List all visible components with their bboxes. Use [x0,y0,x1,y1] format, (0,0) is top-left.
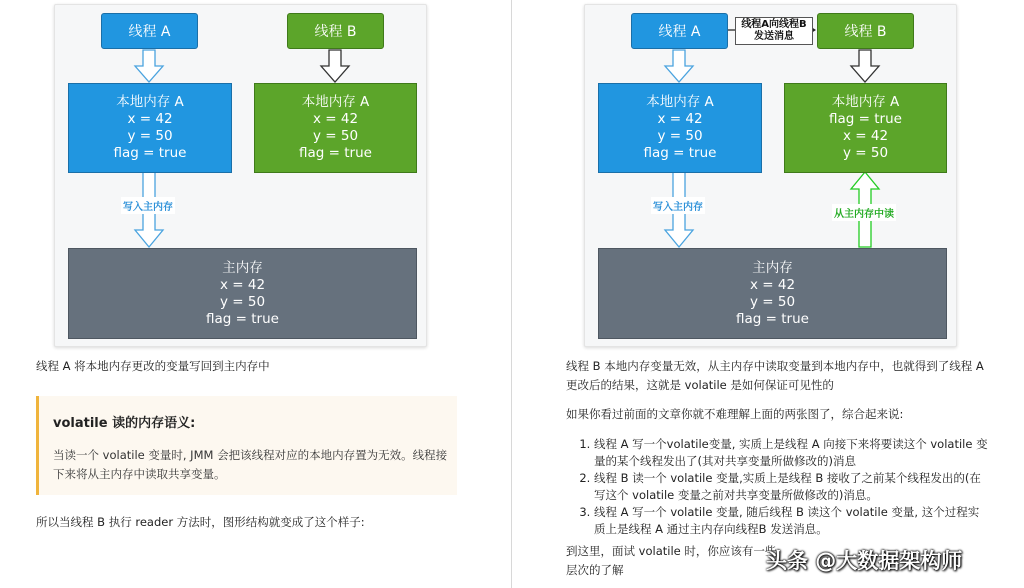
right-local-memory-a [598,83,762,173]
left-footer-text: 所以当线程 B 执行 reader 方法时，图形结构就变成了这个样子: [36,515,365,529]
thread-a-label: 线程 A [128,24,171,40]
summary-list [572,436,990,538]
left-caption: 线程 A 将本地内存更改的变量写回到主内存中 [36,359,270,373]
message-label [735,17,813,45]
list-item: 2. 线程 B 读一个 volatile 变量,实质上是线程 B 接收了之前某个线程发出的(在写这个 volatile 变量之前对共享变量所做修改的)消息。 [594,470,990,504]
thread-a-label: 线程 A [658,24,701,40]
message-line-2: 发送消息 [754,31,794,42]
local-b-title: 本地内存 A [301,94,370,110]
right-paragraph-1: 线程 B 本地内存变量无效，从主内存中读取变量到本地内存中，也就得到了线程 A 更改后的结果，这就是 volatile 是如何保证可见性的 [566,359,984,392]
main-flag: flag = true [206,310,279,327]
quote-body: 当读一个 volatile 变量时, JMM 会把该线程对应的本地内存置为无效。线程接下来将从主内存中读取共享变量。 [53,448,448,481]
message-line-1: 线程A向线程B [741,19,807,30]
local-a-title: 本地内存 A [116,94,184,110]
main-x: x = 42 [749,276,796,293]
right-thread-a [631,13,728,49]
local-b-title: 本地内存 A [831,94,900,110]
quote-block [36,396,457,495]
right-main-memory [598,248,947,339]
list-item: 3. 线程 A 写一个 volatile 变量, 随后线程 B 读这个 volatile 变量, 这个过程实质上是线程 A 通过主内存向线程B 发送消息。 [594,504,990,538]
main-x: x = 42 [219,276,266,293]
left-write-label: 写入主内存 [121,197,175,214]
local-b-x: x = 42 [312,111,359,127]
right-thread-b [817,13,914,49]
main-y: y = 50 [749,293,796,310]
local-b-flag: flag = true [299,145,372,161]
right-write-label: 写入主内存 [651,197,705,214]
local-a-title: 本地内存 A [646,94,714,110]
local-b-y: y = 50 [842,145,889,161]
watermark: 头条 @大数据架构师 [766,549,963,573]
right-paragraph-3: 到这里，面试 volatile 时，你应该有一些 [566,544,777,558]
right-paragraph-3-tail: 层次的了解 [566,563,624,577]
list-item: 1. 线程 A 写一个volatile变量, 实质上是线程 A 向接下来将要读这个 volatile 变量的某个线程发出了(其对共享变量所做修改的)消息 [594,436,990,470]
quote-title: volatile 读的内存语义: [53,416,196,431]
thread-b-label: 线程 B [314,24,357,40]
local-a-flag: flag = true [643,145,717,161]
local-b-flag: flag = true [829,111,902,127]
right-read-label: 从主内存中读 [832,204,896,221]
local-a-flag: flag = true [113,145,187,161]
main-flag: flag = true [736,310,809,327]
main-title: 主内存 [222,259,263,276]
local-a-y: y = 50 [127,128,173,144]
right-local-memory-b [784,83,947,173]
local-a-y: y = 50 [657,128,703,144]
local-b-x: x = 42 [842,128,889,144]
local-a-x: x = 42 [127,111,173,127]
local-a-x: x = 42 [657,111,703,127]
right-paragraph-2: 如果你看过前面的文章你就不难理解上面的两张图了，综合起来说: [566,407,904,421]
main-y: y = 50 [219,293,266,310]
local-b-y: y = 50 [312,128,359,144]
thread-b-label: 线程 B [844,24,887,40]
main-title: 主内存 [752,259,793,276]
